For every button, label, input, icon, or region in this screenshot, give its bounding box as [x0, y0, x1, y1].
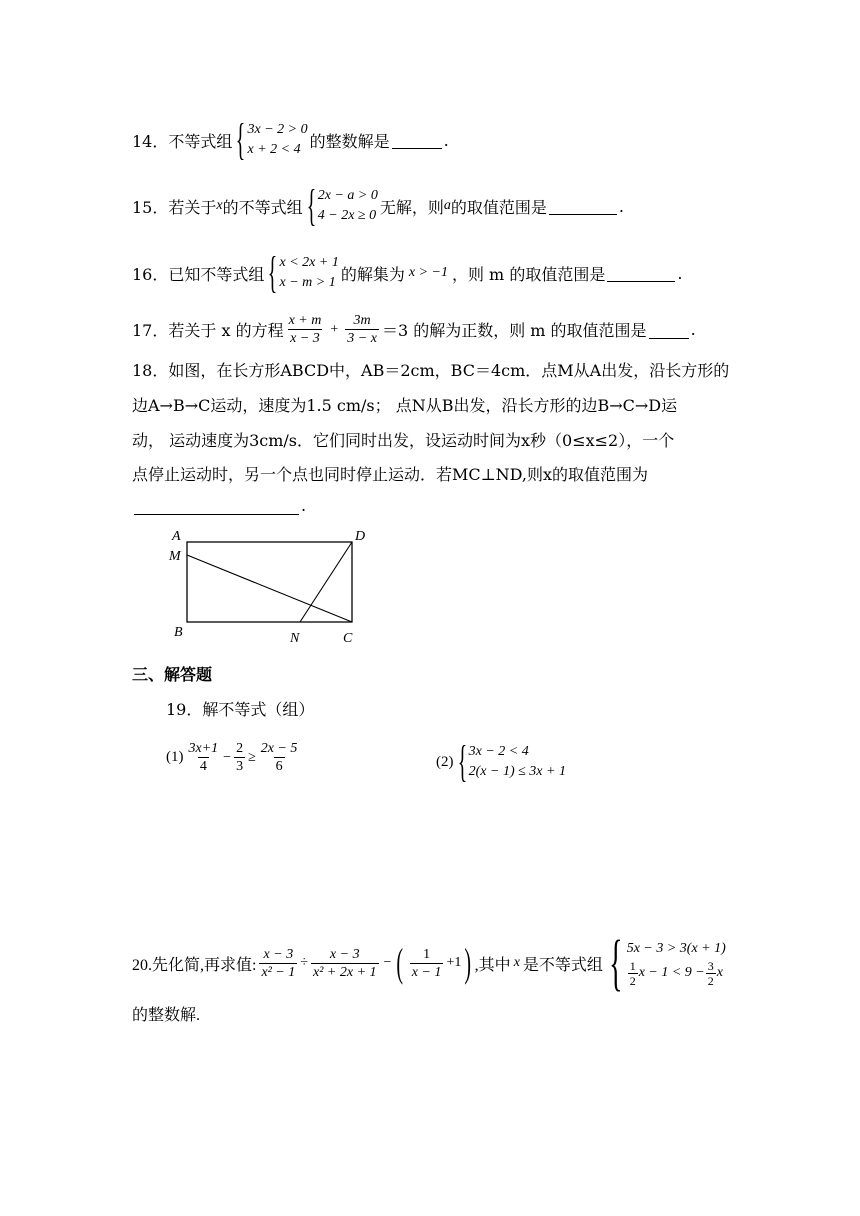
q17-end: . [690, 320, 696, 339]
q20-ineq2-f1-num: 1 [629, 958, 636, 973]
q16-ineq-2: x − m > 1 [279, 275, 336, 290]
q15-mid: 的不等式组 [222, 197, 303, 217]
label-m: M [169, 549, 181, 564]
q14-number: 14． [132, 131, 169, 151]
question-15 [132, 181, 624, 230]
q20-ineq-2 [627, 959, 726, 988]
q15-var-a: a [443, 198, 451, 213]
q16-condition: x > −1 [408, 265, 448, 280]
q20-f2-den: x² + 2x + 1 [313, 964, 377, 980]
q20-frac-3 [410, 946, 444, 981]
q14-prefix: 不等式组 [168, 131, 233, 151]
q16-ineq-1: x < 2x + 1 [279, 255, 339, 270]
q19-p1-f2-num: 2 [236, 741, 244, 756]
label-a: A [172, 529, 181, 544]
q20-f1-num: x − 3 [263, 946, 294, 962]
q15-post2: 的取值范围是 [450, 197, 547, 217]
q20-ineq2-f2-num: 3 [707, 958, 714, 973]
q20-ineq2-frac-2 [706, 959, 716, 988]
brace-icon: { [268, 248, 278, 297]
q20-ineq-1: 5x − 3 > 3(x + 1) [626, 940, 726, 956]
section-heading: 三、解答题 [132, 665, 213, 684]
q19-p2-label: (2) [436, 753, 454, 770]
left-paren-icon: ( [396, 940, 404, 985]
brace-icon: { [457, 737, 467, 786]
label-b: B [174, 625, 183, 640]
q18-answer-blank[interactable] [134, 513, 299, 515]
question-14 [132, 115, 449, 164]
label-c: C [343, 631, 353, 646]
q16-end: . [677, 263, 683, 283]
q20-ineq2-mid: x − 1 < 9 − [638, 965, 705, 980]
q15-ineq-1: 2x − a > 0 [317, 188, 378, 203]
q19-p1-frac-1 [187, 740, 221, 775]
q17-fraction-2 [345, 312, 379, 347]
q15-prefix: 若关于 [168, 197, 217, 217]
question-17 [132, 312, 696, 347]
q16-mid: 的解集为 [340, 264, 405, 284]
q19-p1-f2-den: 3 [236, 759, 244, 774]
q15-system [305, 181, 378, 230]
q18-line-3 [132, 428, 674, 451]
q18-text-2: 边A→B→C运动，速度为1.5 cm/s； 点N从B出发，沿长方形的边B→C→D运 [132, 396, 678, 415]
q14-end: . [443, 130, 449, 150]
q20-system [605, 929, 726, 997]
q18-line-2 [132, 393, 677, 416]
brace-icon: { [236, 115, 246, 164]
q15-number: 15． [132, 197, 169, 217]
q14-system [234, 115, 308, 164]
q20-ineq2-end: x [716, 965, 723, 980]
q16-post: ，则 m 的取值范围是 [451, 264, 606, 284]
q19-p1-minus: − [223, 749, 232, 765]
q17-post: ＝3 的解为正数，则 m 的取值范围是 [381, 321, 647, 340]
q20-frac-1 [259, 946, 297, 981]
q16-number: 16． [132, 264, 169, 284]
q19-p1-ge: ≥ [248, 749, 256, 765]
question-20 [132, 929, 728, 997]
q19-p1-f1-num: 3x+1 [188, 741, 219, 756]
q19-part-1 [166, 740, 302, 775]
q16-system [266, 248, 339, 297]
q15-answer-blank[interactable] [549, 213, 617, 215]
q18-text-1: 18．如图，在长方形ABCD中，AB＝2cm，BC＝4cm．点M从A出发，沿长方形的 [132, 361, 730, 380]
q20-post: 是不等式组 [522, 956, 603, 974]
q14-ineq-2: x + 2 < 4 [247, 142, 301, 157]
q20-plus-one: +1 [446, 955, 462, 970]
q20-var-x: x [513, 955, 520, 970]
q15-var-x: x [216, 198, 223, 213]
q20-f3-den: x − 1 [411, 964, 442, 980]
q20-f1-den: x² − 1 [261, 964, 296, 980]
q17-number: 17． [132, 321, 169, 340]
q20-ineq2-f1-den: 2 [629, 973, 636, 988]
q17-f1-numerator: x + m [288, 313, 322, 328]
q20-minus: − [383, 955, 392, 970]
q15-ineq-2: 4 − 2x ≥ 0 [317, 208, 377, 223]
q19-p1-f1-den: 4 [199, 759, 207, 774]
q19-p2-ineq-1: 3x − 2 < 4 [468, 744, 529, 759]
q20-f2-num: x − 3 [329, 946, 360, 962]
q18-text-4: 点停止运动时，另一个点也同时停止运动．若MC⊥ND,则x的取值范围为 [132, 465, 649, 484]
q20-ineq2-frac-1 [628, 959, 638, 988]
q14-ineq-1: 3x − 2 > 0 [247, 122, 308, 137]
q20-text-2: 的整数解. [132, 1007, 201, 1024]
q17-f2-numerator: 3m [353, 313, 371, 328]
label-n: N [290, 631, 300, 646]
q16-answer-blank[interactable] [607, 280, 675, 282]
segment-nd [300, 542, 352, 622]
q19-p2-system [456, 737, 566, 786]
q16-prefix: 已知不等式组 [168, 264, 265, 284]
q19-p1-label: (1) [166, 749, 184, 765]
q17-plus: + [330, 321, 339, 337]
q17-f2-denominator: 3 − x [347, 331, 377, 346]
q19-title: 19．解不等式（组） [166, 700, 315, 719]
q17-prefix: 若关于 x 的方程 [168, 321, 284, 340]
rectangle-figure [160, 522, 380, 652]
q14-post: 的整数解是 [309, 131, 390, 151]
q20-div: ÷ [300, 955, 308, 970]
brace-icon: { [609, 929, 623, 997]
q19-p1-frac-3 [259, 740, 300, 775]
q18-line-4 [132, 462, 648, 485]
q20-frac-2 [311, 946, 379, 981]
q20-line-2 [132, 1002, 200, 1025]
q19-p1-frac-2 [234, 740, 245, 775]
q20-f3-num: 1 [423, 946, 431, 962]
rectangle-abcd [187, 542, 352, 622]
q18-text-3: 动， 运动速度为3cm/s．它们同时出发，设运动时间为x秒（0≤x≤2），一个 [132, 431, 675, 450]
q19-p2-ineq-2: 2(x − 1) ≤ 3x + 1 [468, 764, 566, 779]
q18-line-5 [132, 496, 306, 515]
right-paren-icon: ) [464, 940, 472, 985]
q19-p1-f3-num: 2x − 5 [260, 741, 298, 756]
segment-mc [187, 555, 352, 622]
q20-prefix: 20.先化简,再求值: [132, 956, 257, 974]
question-19-title [166, 697, 314, 720]
q15-end: . [618, 196, 624, 216]
q18-line-1 [132, 358, 729, 381]
question-16 [132, 248, 683, 297]
q14-answer-blank[interactable] [392, 147, 442, 149]
q20-ineq2-f2-den: 2 [707, 973, 714, 988]
q19-p1-f3-den: 6 [275, 759, 283, 774]
q17-f1-denominator: x − 3 [290, 331, 320, 346]
q18-end: . [301, 496, 307, 515]
brace-icon: { [306, 181, 316, 230]
label-d: D [355, 529, 366, 544]
q19-part-2 [436, 737, 568, 786]
q20-mid: ,其中 [474, 956, 511, 974]
q17-answer-blank[interactable] [649, 337, 689, 339]
q17-fraction-1 [287, 312, 324, 347]
q15-post1: 无解，则 [379, 197, 444, 217]
